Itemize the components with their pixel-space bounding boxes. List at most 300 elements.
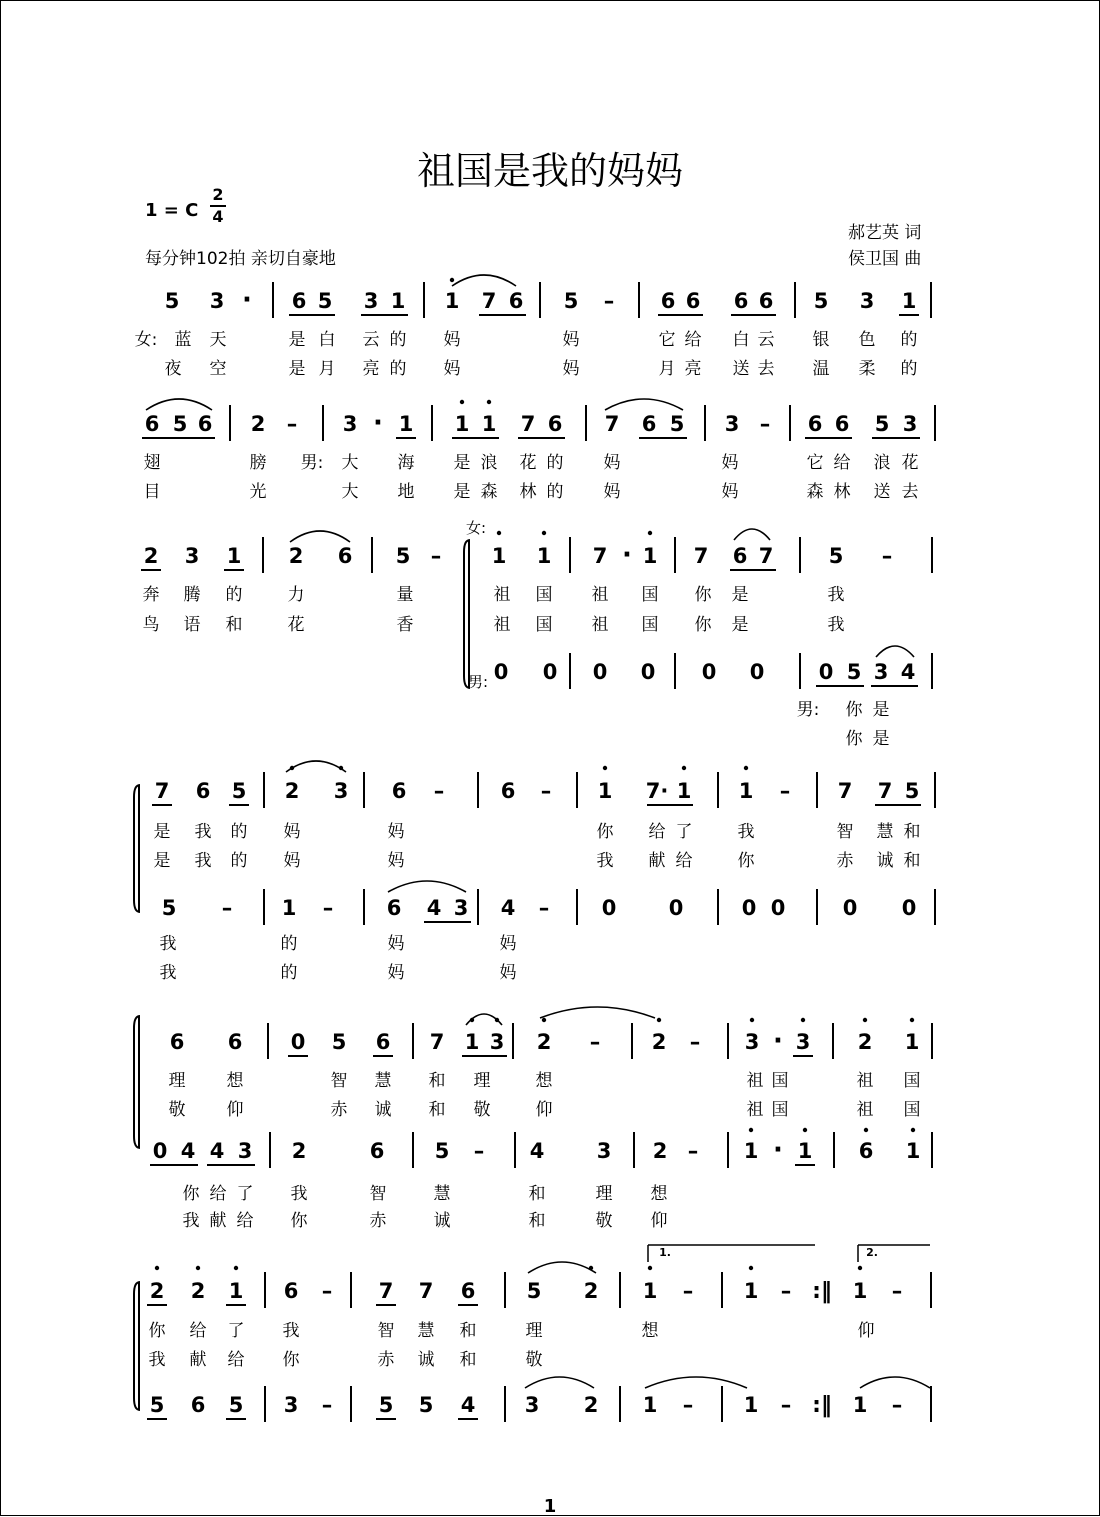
slur	[290, 531, 350, 542]
note: 7	[378, 1279, 394, 1303]
note: 5	[228, 1393, 244, 1417]
lyric-syllable: 给	[833, 453, 851, 473]
note: 3	[283, 1393, 299, 1417]
octave-dot	[744, 766, 748, 770]
lyric-syllable: 膀	[249, 453, 267, 473]
note: 0	[770, 896, 786, 920]
octave-dot	[542, 1018, 546, 1022]
lyric-syllable: 它	[806, 453, 824, 473]
lyric-syllable: 敬	[525, 1350, 543, 1370]
note: 7·	[645, 779, 669, 803]
dash-note: –	[780, 1279, 792, 1303]
lyric-syllable: 妈	[499, 963, 517, 983]
note: 1	[642, 1393, 658, 1417]
lyric-syllable: 祖	[746, 1071, 764, 1091]
dash-note: –	[589, 1030, 601, 1054]
lyric-syllable: 花	[901, 453, 919, 473]
octave-dot	[648, 531, 652, 535]
note: 2	[149, 1279, 165, 1303]
octave-dot	[603, 766, 607, 770]
slur	[540, 1007, 655, 1018]
lyric-syllable: 目	[143, 482, 161, 502]
dot-duration: ·	[622, 540, 632, 570]
lyric-syllable: 和	[225, 615, 243, 635]
note: 6	[660, 289, 676, 313]
lyric-syllable: 妈	[721, 453, 739, 473]
lyric-syllable: 祖	[591, 585, 609, 605]
note: 0	[592, 660, 608, 684]
note: 3	[724, 412, 740, 436]
lyric-syllable: 祖	[493, 615, 511, 635]
song-title: 祖国是我的妈妈	[416, 149, 683, 193]
octave-dot	[801, 1018, 805, 1022]
lyric-syllable: 想	[641, 1321, 659, 1341]
note: 1	[536, 544, 552, 568]
note: 6	[283, 1279, 299, 1303]
lyric-syllable: 去	[901, 482, 919, 502]
lyric-syllable: 给	[648, 822, 666, 842]
note: 3	[333, 779, 349, 803]
lyric-syllable: 你	[845, 700, 863, 720]
volta-2-label: 2.	[866, 1246, 878, 1259]
lyric-syllable: 妈	[603, 482, 621, 502]
note: 5	[317, 289, 333, 313]
note: 7	[154, 779, 170, 803]
note: 6	[858, 1139, 874, 1163]
lyric-syllable: 我	[182, 1211, 200, 1231]
lyric-syllable: 我	[737, 822, 755, 842]
lyric-syllable: 国	[641, 615, 659, 635]
lyric-syllable: 祖	[856, 1071, 874, 1091]
note: 5	[874, 412, 890, 436]
lyric-syllable: 理	[473, 1071, 491, 1091]
note: 3	[902, 412, 918, 436]
note: 4	[500, 896, 516, 920]
lyric-syllable: 的	[230, 851, 248, 871]
lyric-syllable: 是	[288, 330, 306, 350]
note: 0	[668, 896, 684, 920]
lyric-syllable: 你	[282, 1350, 300, 1370]
note: 1	[905, 1139, 921, 1163]
note: 7	[758, 544, 774, 568]
time-denominator: 4	[212, 207, 224, 226]
note: 7	[429, 1030, 445, 1054]
tempo-marking: 每分钟102拍 亲切自豪地	[145, 249, 336, 269]
note: 1	[797, 1139, 813, 1163]
lyric-syllable: 和	[903, 851, 921, 871]
note: 2	[857, 1030, 873, 1054]
note: 5	[172, 412, 188, 436]
lyric-syllable: 你	[694, 585, 712, 605]
time-numerator: 2	[212, 185, 224, 204]
lyric-syllable: 给	[227, 1350, 245, 1370]
note: 7	[481, 289, 497, 313]
lyric-syllable: 和	[428, 1100, 446, 1120]
lyric-syllable: 妈	[283, 851, 301, 871]
note: 4	[426, 896, 442, 920]
slur	[528, 1262, 596, 1273]
lyric-syllable: 诚	[876, 851, 894, 871]
note: 5	[434, 1139, 450, 1163]
lyric-syllable: 国	[771, 1100, 789, 1120]
lyric-syllable: 我	[827, 585, 845, 605]
dash-note: –	[780, 1393, 792, 1417]
lyric-syllable: 我	[148, 1350, 166, 1370]
note: 1	[676, 779, 692, 803]
octave-dot	[864, 1128, 868, 1132]
note: 0	[601, 896, 617, 920]
note: 1	[743, 1279, 759, 1303]
lyric-syllable: 仰	[857, 1321, 875, 1341]
note: 4	[180, 1139, 196, 1163]
note: 5	[231, 779, 247, 803]
lyric-syllable: 妈	[499, 934, 517, 954]
lyric-syllable: 你	[182, 1184, 200, 1204]
lyric-syllable: 云	[362, 330, 380, 350]
note: 3	[209, 289, 225, 313]
voice-label: 女:	[134, 330, 158, 350]
lyric-syllable: 慧	[417, 1321, 435, 1341]
note: 6	[195, 779, 211, 803]
note: 1	[398, 412, 414, 436]
lyric-syllable: 的	[900, 330, 918, 350]
lyric-syllable: 和	[459, 1321, 477, 1341]
lyric-syllable: 祖	[591, 615, 609, 635]
lyric-syllable: 你	[737, 851, 755, 871]
note: 6	[190, 1393, 206, 1417]
note: 6	[460, 1279, 476, 1303]
note: 3	[237, 1139, 253, 1163]
lyric-syllable: 了	[236, 1184, 254, 1204]
lyric-syllable: 是	[872, 729, 890, 749]
lyric-syllable: 你	[694, 615, 712, 635]
lyric-syllable: 妈	[721, 482, 739, 502]
note: 5	[526, 1279, 542, 1303]
note: 1	[743, 1393, 759, 1417]
note: 2	[583, 1393, 599, 1417]
note: 1	[743, 1139, 759, 1163]
note: 4	[529, 1139, 545, 1163]
note: 7	[837, 779, 853, 803]
lyric-syllable: 力	[287, 585, 305, 605]
lyric-syllable: 和	[459, 1350, 477, 1370]
lyric-syllable: 给	[684, 330, 702, 350]
dash-note: –	[687, 1139, 699, 1163]
octave-dot	[648, 1266, 652, 1270]
note: 5	[418, 1393, 434, 1417]
note: 1	[491, 544, 507, 568]
slur	[146, 399, 212, 410]
lyric-syllable: 量	[396, 585, 414, 605]
lyric-syllable: 奔	[142, 585, 160, 605]
octave-dot	[749, 1266, 753, 1270]
lyric-syllable: 的	[389, 359, 407, 379]
note: 6	[227, 1030, 243, 1054]
note: 3	[596, 1139, 612, 1163]
octave-dot	[196, 1266, 200, 1270]
lyric-syllable: 和	[428, 1071, 446, 1091]
note: 1	[464, 1030, 480, 1054]
note: 6	[391, 779, 407, 803]
lyric-syllable: 白	[318, 330, 336, 350]
lyric-syllable: 是	[153, 822, 171, 842]
note: 6	[733, 289, 749, 313]
note: 3	[363, 289, 379, 313]
lyric-syllable: 的	[280, 934, 298, 954]
note: 1	[904, 1030, 920, 1054]
lyric-syllable: 给	[209, 1184, 227, 1204]
note: 1	[281, 896, 297, 920]
lyric-syllable: 了	[227, 1321, 245, 1341]
lyric-syllable: 夜	[164, 359, 182, 379]
octave-dot	[911, 1128, 915, 1132]
octave-dot	[858, 1266, 862, 1270]
slur	[525, 1377, 594, 1388]
note: 1	[738, 779, 754, 803]
note: 6	[807, 412, 823, 436]
dash-note: –	[540, 779, 552, 803]
lyric-syllable: 白	[732, 330, 750, 350]
lyric-syllable: 的	[225, 585, 243, 605]
lyric-syllable: 翅	[143, 453, 161, 473]
note: 1	[481, 412, 497, 436]
note: 6	[386, 896, 402, 920]
octave-dot	[487, 400, 491, 404]
lyric-syllable: 慧	[433, 1184, 451, 1204]
note: 0	[741, 896, 757, 920]
lyric-syllable: 国	[535, 585, 553, 605]
lyric-syllable: 理	[525, 1321, 543, 1341]
note: 5	[164, 289, 180, 313]
voice-label-male: 男:	[467, 673, 489, 691]
note: 3	[524, 1393, 540, 1417]
lyric-syllable: 送	[732, 359, 750, 379]
octave-dot	[155, 1266, 159, 1270]
lyric-syllable: 和	[903, 822, 921, 842]
lyric-syllable: 诚	[417, 1350, 435, 1370]
lyric-syllable: 的	[546, 453, 564, 473]
octave-dot	[657, 1018, 661, 1022]
page-number: 1	[543, 1496, 557, 1517]
lyric-syllable: 是	[731, 615, 749, 635]
lyric-syllable: 男:	[300, 453, 324, 473]
lyric-syllable: 妈	[387, 851, 405, 871]
lyric-syllable: 蓝	[174, 330, 192, 350]
lyric-syllable: 祖	[746, 1100, 764, 1120]
dash-note: –	[603, 289, 615, 313]
lyric-syllable: 大	[341, 453, 359, 473]
lyric-syllable: 林	[519, 482, 537, 502]
lyric-syllable: 赤	[369, 1211, 387, 1231]
lyric-syllable: 祖	[493, 585, 511, 605]
dash-note: –	[321, 1279, 333, 1303]
lyric-syllable: 云	[757, 330, 775, 350]
lyric-syllable: 天	[209, 330, 227, 350]
dash-note: –	[221, 896, 233, 920]
note: 5	[395, 544, 411, 568]
lyric-syllable: 腾	[183, 585, 201, 605]
lyric-syllable: 你	[596, 822, 614, 842]
lyric-syllable: 诚	[433, 1211, 451, 1231]
note: 0	[640, 660, 656, 684]
dash-note: –	[759, 412, 771, 436]
lyric-syllable: 亮	[362, 359, 380, 379]
note: 2	[143, 544, 159, 568]
note: 6	[508, 289, 524, 313]
lyric-syllable: 我	[282, 1321, 300, 1341]
note: 3	[859, 289, 875, 313]
dash-note: –	[779, 779, 791, 803]
lyric-syllable: 想	[226, 1071, 244, 1091]
lyric-syllable: 国	[535, 615, 553, 635]
note: 5	[813, 289, 829, 313]
lyric-syllable: 我	[827, 615, 845, 635]
lyric-syllable: 妈	[387, 963, 405, 983]
octave-dot	[542, 531, 546, 535]
lyric-syllable: 是	[453, 453, 471, 473]
note: 6	[144, 412, 160, 436]
note: 5	[161, 896, 177, 920]
lyric-syllable: 我	[290, 1184, 308, 1204]
dot-duration: ·	[242, 285, 252, 315]
lyric-syllable: 月	[318, 359, 336, 379]
lyric-syllable: 妈	[562, 359, 580, 379]
lyric-syllable: 了	[675, 822, 693, 842]
voice-label: 男:	[796, 700, 820, 720]
lyric-syllable: 仰	[535, 1100, 553, 1120]
dash-note: –	[891, 1279, 903, 1303]
note: 6	[375, 1030, 391, 1054]
lyric-syllable: 海	[397, 453, 415, 473]
key-signature: 1 = C	[145, 200, 199, 221]
note: 6	[337, 544, 353, 568]
slur	[452, 275, 516, 286]
slur	[860, 1377, 930, 1388]
lyric-syllable: 的	[389, 330, 407, 350]
dash-note: –	[891, 1393, 903, 1417]
note: 7	[592, 544, 608, 568]
slur	[286, 761, 346, 772]
note: 1	[852, 1393, 868, 1417]
lyric-syllable: 妈	[283, 822, 301, 842]
lyric-syllable: 鸟	[142, 615, 160, 635]
lyric-syllable: 森	[480, 482, 498, 502]
lyric-syllable: 妈	[387, 934, 405, 954]
lyric-syllable: 去	[757, 359, 775, 379]
lyric-syllable: 给	[189, 1321, 207, 1341]
lyric-syllable: 我	[194, 822, 212, 842]
note: 7	[604, 412, 620, 436]
note: 1	[642, 1279, 658, 1303]
note: 5	[378, 1393, 394, 1417]
slur	[605, 399, 683, 410]
lyric-syllable: 慧	[374, 1071, 392, 1091]
note: 6	[641, 412, 657, 436]
dash-note: –	[286, 412, 298, 436]
lyric-syllable: 月	[658, 359, 676, 379]
lyric-syllable: 和	[528, 1184, 546, 1204]
note: 5	[563, 289, 579, 313]
slur	[645, 1377, 747, 1388]
lyric-syllable: 智	[369, 1184, 387, 1204]
lyric-syllable: 是	[872, 700, 890, 720]
octave-dot	[450, 278, 454, 282]
note: 0	[818, 660, 834, 684]
lyric-syllable: 大	[341, 482, 359, 502]
note: 3	[489, 1030, 505, 1054]
slur	[388, 881, 466, 892]
note: 4	[900, 660, 916, 684]
lyric-syllable: 光	[249, 482, 267, 502]
lyric-syllable: 献	[189, 1350, 207, 1370]
dash-note: –	[321, 1393, 333, 1417]
octave-dot	[234, 1266, 238, 1270]
lyric-syllable: 你	[845, 729, 863, 749]
note: 1	[454, 412, 470, 436]
note: 6	[732, 544, 748, 568]
dash-note: –	[881, 544, 893, 568]
note: 2	[536, 1030, 552, 1054]
lyric-syllable: 它	[658, 330, 676, 350]
lyric-syllable: 敬	[168, 1100, 186, 1120]
note: 6	[169, 1030, 185, 1054]
note: 2	[583, 1279, 599, 1303]
lyric-syllable: 浪	[873, 453, 891, 473]
lyric-syllable: 林	[833, 482, 851, 502]
dash-note: –	[689, 1030, 701, 1054]
lyric-syllable: 地	[397, 482, 415, 502]
lyric-syllable: 空	[209, 359, 227, 379]
lyric-syllable: 诚	[374, 1100, 392, 1120]
note: 0	[749, 660, 765, 684]
repeat-barline: :‖	[812, 1279, 832, 1304]
dash-note: –	[430, 544, 442, 568]
lyric-syllable: 智	[377, 1321, 395, 1341]
lyric-syllable: 的	[900, 359, 918, 379]
lyric-syllable: 送	[873, 482, 891, 502]
note: 5	[828, 544, 844, 568]
lyric-syllable: 仰	[650, 1211, 668, 1231]
dot-duration: ·	[373, 408, 383, 438]
lyric-syllable: 慧	[876, 822, 894, 842]
note: 2	[250, 412, 266, 436]
lyric-syllable: 花	[287, 615, 305, 635]
lyric-syllable: 妈	[603, 453, 621, 473]
lyric-syllable: 语	[183, 615, 201, 635]
lyric-syllable: 国	[771, 1071, 789, 1091]
note: 0	[493, 660, 509, 684]
lyric-syllable: 是	[453, 482, 471, 502]
octave-dot	[863, 1018, 867, 1022]
dash-note: –	[433, 779, 445, 803]
note: 2	[652, 1139, 668, 1163]
lyric-syllable: 浪	[480, 453, 498, 473]
note: 0	[842, 896, 858, 920]
note: 3	[873, 660, 889, 684]
note: 3	[184, 544, 200, 568]
octave-dot	[750, 1018, 754, 1022]
lyric-syllable: 的	[230, 822, 248, 842]
lyric-syllable: 敬	[595, 1211, 613, 1231]
octave-dot	[682, 766, 686, 770]
lyric-syllable: 理	[595, 1184, 613, 1204]
lyric-syllable: 花	[519, 453, 537, 473]
lyric-syllable: 国	[903, 1100, 921, 1120]
note: 5	[149, 1393, 165, 1417]
lyric-syllable: 妈	[443, 359, 461, 379]
octave-dot	[497, 531, 501, 535]
lyric-syllable: 仰	[226, 1100, 244, 1120]
